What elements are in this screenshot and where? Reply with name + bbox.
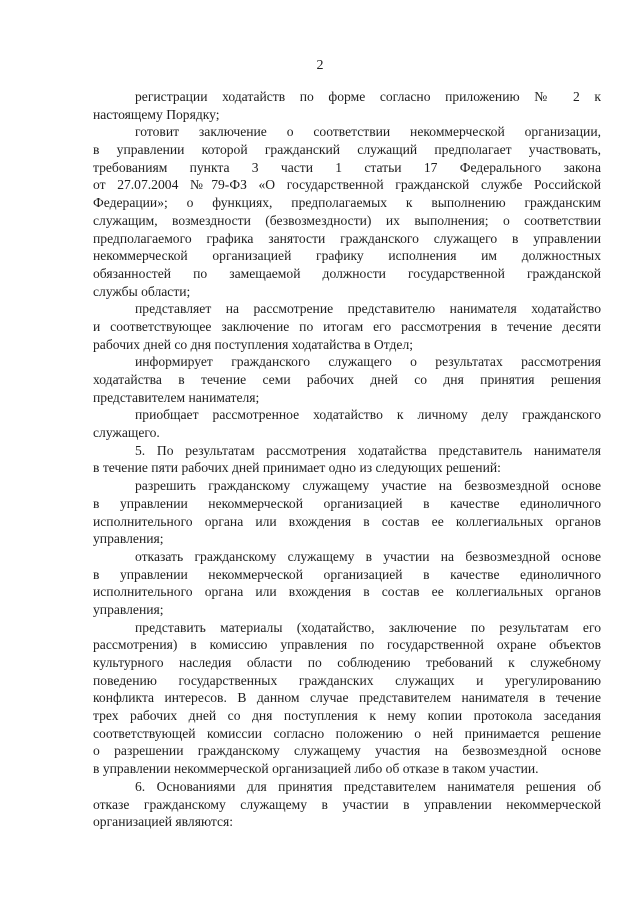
text-line: от 27.07.2004 №79-ФЗ «О государственной гражданской службе Российской (93, 177, 601, 193)
text-line: о разрешении гражданскому служащему участия на безвозмездной основе (93, 743, 601, 759)
text-line: рассмотрения) в комиссию управления по государственной охране объектов (93, 637, 601, 653)
text-line: информирует гражданского служащего о результатах рассмотрения (135, 354, 601, 370)
text-line: служащим, возмездности (безвозмездности) их выполнения; о соответствии (93, 212, 601, 228)
text-line: конфликта интересов. В данном случае представителем нанимателя в течение (93, 690, 601, 706)
text-line: настоящему Порядку; (93, 106, 220, 122)
text-line: отказать гражданскому служащему в участии на безвозмездной основе (135, 548, 601, 564)
text-line: предполагаемого графика занятости гражданского служащего в управлении (93, 230, 601, 246)
text-line: в управлении некоммерческой организацией в качестве единоличного (93, 566, 601, 582)
text-line: представить материалы (ходатайство, заключение по результатам его (135, 619, 601, 635)
text-line: разрешить гражданскому служащему участие на безвозмездной основе (135, 478, 601, 494)
text-line: служащего. (93, 425, 160, 441)
text-line: культурного наследия области по соблюдению требований к служебному (93, 655, 601, 670)
text-line: исполнительного органа или вхождения в состав ее коллегиальных органов (93, 584, 601, 600)
text-line: готовит заключение о соответствии некоммерческой организации, (135, 124, 601, 140)
text-line: ходатайства в течение семи рабочих дней со дня принятия решения (93, 372, 601, 387)
text-line: поведению государственных гражданских служащих и урегулированию (93, 672, 601, 688)
text-line: управления; (93, 531, 164, 547)
text-line: службы области; (93, 283, 191, 299)
text-line: в управлении которой гражданский служащий предполагает участвовать, (93, 142, 601, 158)
text-line: отказе гражданскому служащему в участии в управлении некоммерческой (93, 796, 601, 812)
text-line: соответствующей комиссии согласно положению о ней принимается решение (93, 725, 601, 741)
text-line: в течение пяти рабочих дней принимает одно из следующих решений: (93, 460, 501, 476)
page-number: 2 (316, 58, 324, 73)
text-line: и соответствующее заключение по итогам его рассмотрения в течение десяти (93, 318, 601, 334)
text-line: обязанностей по замещаемой должности государственной гражданской (93, 265, 601, 281)
document-body (93, 88, 601, 831)
text-line: управления; (93, 601, 164, 617)
text-line: приобщает рассмотренное ходатайство к личному делу гражданского (135, 407, 601, 423)
text-line: некоммерческой организацией графику исполнения им должностных (93, 248, 601, 264)
text-line: в управлении некоммерческой организацией в качестве единоличного (93, 495, 601, 511)
text-line: в управлении некоммерческой организацией либо об отказе в таком участии. (93, 761, 539, 777)
text-line: рабочих дней со дня поступления ходатайства в Отдел; (93, 336, 414, 352)
text-line: организацией являются: (93, 814, 234, 830)
text-line: регистрации ходатайств по форме согласно приложению № 2 к (135, 89, 601, 104)
text-line: требованиям пункта 3 части 1 статьи 17 Федерального закона (93, 159, 601, 175)
text-line: 5. По результатам рассмотрения ходатайства представитель нанимателя (135, 442, 601, 458)
text-line: трех рабочих дней со дня поступления к нему копии протокола заседания (93, 708, 601, 724)
text-line: исполнительного органа или вхождения в состав ее коллегиальных органов (93, 513, 601, 529)
text-line: представляет на рассмотрение представителю нанимателя ходатайство (135, 301, 601, 317)
text-line: Федерации»; о функциях, предполагаемых к выполнению гражданским (93, 195, 601, 211)
text-line: представителем нанимателя; (93, 389, 260, 405)
text-line: 6. Основаниями для принятия представителем нанимателя решения об (135, 778, 601, 794)
